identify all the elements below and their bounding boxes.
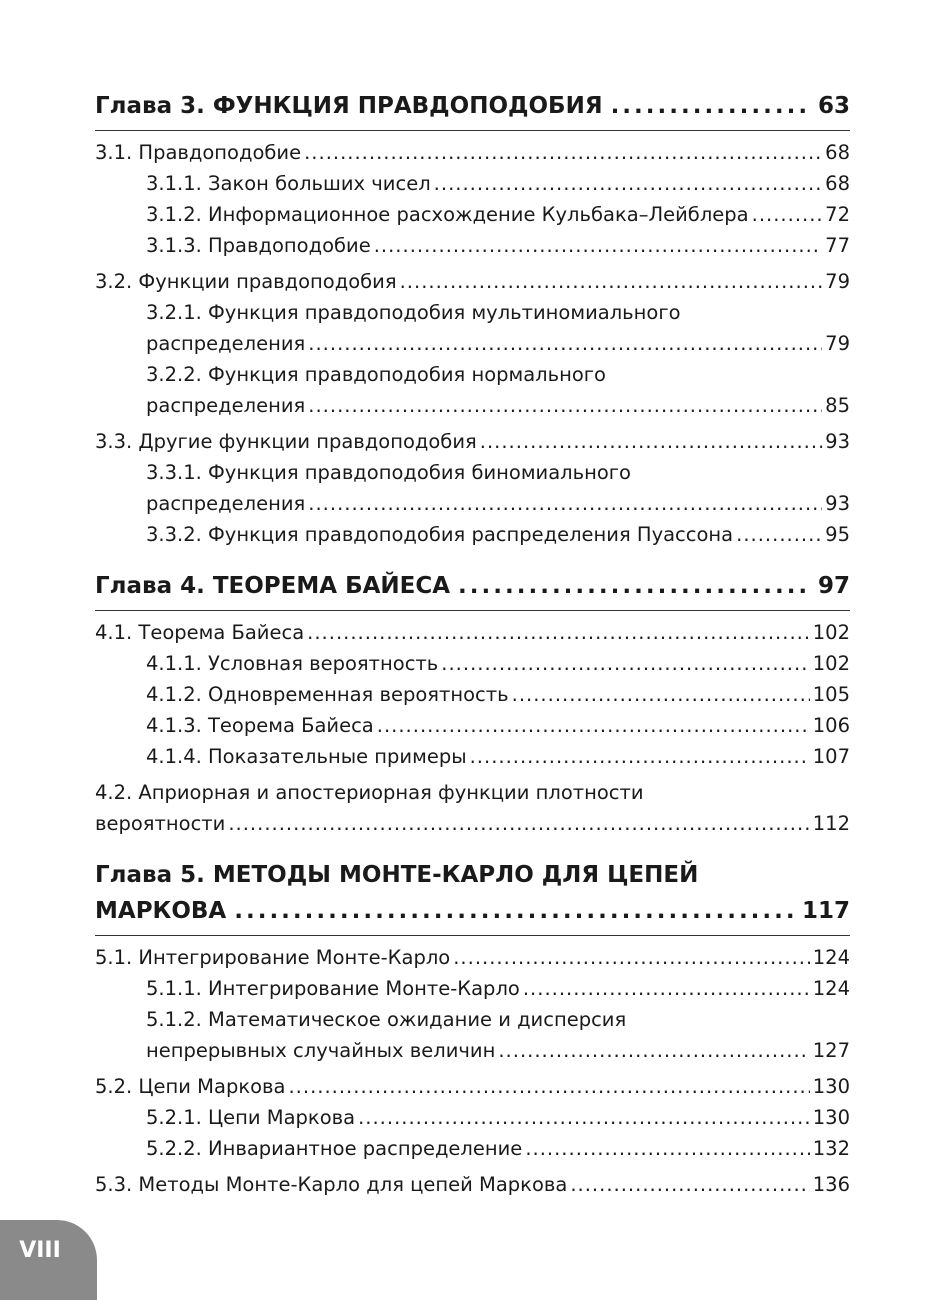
- entry-title: 3.3.2. Функция правдоподобия распределения Пуассона: [146, 523, 734, 546]
- chapter-heading[interactable]: [95, 568, 850, 604]
- entry-title-continued: распределения: [146, 394, 306, 417]
- entry-page: 106: [812, 714, 850, 737]
- chapter-title: Глава 3. ФУНКЦИЯ ПРАВДОПОДОБИЯ: [95, 93, 603, 119]
- toc-entry[interactable]: [95, 1004, 850, 1066]
- entry-title: 4.1. Теорема Байеса: [95, 621, 305, 644]
- entry-page: 124: [812, 946, 850, 969]
- divider: [95, 130, 850, 131]
- divider: [95, 935, 850, 936]
- toc-entry[interactable]: [95, 359, 850, 421]
- leader-dots: [498, 1035, 809, 1066]
- leader-dots: [736, 519, 822, 550]
- leader-dots: [234, 893, 794, 929]
- leader-dots: [228, 808, 809, 839]
- entry-page: 105: [812, 683, 850, 706]
- entry-title: 3.2.1. Функция правдоподобия мультиномиального: [146, 301, 681, 324]
- toc-entry[interactable]: [95, 1133, 850, 1164]
- entry-title: 5.2.2. Инвариантное распределение: [146, 1137, 523, 1160]
- leader-dots: [441, 648, 809, 679]
- entry-title: 3.2. Функции правдоподобия: [95, 270, 397, 293]
- entry-page: 93: [825, 430, 850, 453]
- toc-entry[interactable]: [95, 1169, 850, 1200]
- entry-page: 127: [812, 1039, 850, 1062]
- toc-entry[interactable]: [95, 1071, 850, 1102]
- toc-entry[interactable]: [95, 1102, 850, 1133]
- entry-page: 93: [825, 492, 850, 515]
- toc-entry[interactable]: [95, 942, 850, 973]
- entry-title: 5.2.1. Цепи Маркова: [146, 1106, 356, 1129]
- toc-entry[interactable]: [95, 199, 850, 230]
- leader-dots: [358, 1102, 810, 1133]
- entry-title: 4.1.4. Показательные примеры: [146, 745, 467, 768]
- entry-page: 77: [825, 234, 850, 257]
- entry-page: 95: [825, 523, 850, 546]
- entry-page: 130: [812, 1075, 850, 1098]
- leader-dots: [288, 1071, 809, 1102]
- chapter-page: 97: [817, 573, 850, 599]
- leader-dots: [458, 568, 810, 604]
- toc-entry[interactable]: [95, 710, 850, 741]
- entry-title: 5.2. Цепи Маркова: [95, 1075, 286, 1098]
- entry-page: 102: [812, 621, 850, 644]
- toc-entry[interactable]: [95, 679, 850, 710]
- entry-page: 72: [825, 203, 850, 226]
- toc-entry[interactable]: [95, 426, 850, 457]
- chapter-page: 117: [801, 898, 850, 924]
- chapter-block: [95, 568, 850, 839]
- entry-title-continued: распределения: [146, 332, 306, 355]
- table-of-contents: [95, 88, 850, 1200]
- toc-entry[interactable]: [95, 297, 850, 359]
- entry-title: 3.3. Другие функции правдоподобия: [95, 430, 477, 453]
- entry-title: 5.1.1. Интегрирование Монте-Карло: [146, 977, 520, 1000]
- entry-page: 79: [825, 332, 850, 355]
- entry-title-continued: распределения: [146, 492, 306, 515]
- leader-dots: [611, 88, 810, 124]
- entry-title: 5.3. Методы Монте-Карло для цепей Маркова: [95, 1173, 568, 1196]
- entry-page: 124: [812, 977, 850, 1000]
- chapter-title-continued: МАРКОВА: [95, 898, 227, 924]
- entry-page: 136: [812, 1173, 850, 1196]
- leader-dots: [480, 426, 822, 457]
- entry-page: 68: [825, 141, 850, 164]
- page-number-tab: [0, 1220, 97, 1300]
- toc-entry[interactable]: [95, 777, 850, 839]
- leader-dots: [525, 1133, 809, 1164]
- entry-title-continued: непрерывных случайных величин: [146, 1039, 496, 1062]
- leader-dots: [570, 1169, 809, 1200]
- toc-entry[interactable]: [95, 648, 850, 679]
- chapter-block: [95, 88, 850, 550]
- leader-dots: [523, 973, 810, 1004]
- toc-entry[interactable]: [95, 230, 850, 261]
- entry-title-continued: вероятности: [95, 812, 226, 835]
- toc-entry[interactable]: [95, 973, 850, 1004]
- toc-entry[interactable]: [95, 137, 850, 168]
- entry-title: 3.1. Правдоподобие: [95, 141, 302, 164]
- entry-page: 85: [825, 394, 850, 417]
- leader-dots: [470, 741, 810, 772]
- entry-title: 3.2.2. Функция правдоподобия нормального: [146, 363, 606, 386]
- entry-title: 4.1.1. Условная вероятность: [146, 652, 439, 675]
- toc-entry[interactable]: [95, 741, 850, 772]
- entry-title: 3.1.1. Закон больших чисел: [146, 172, 431, 195]
- entry-page: 130: [812, 1106, 850, 1129]
- leader-dots: [434, 168, 823, 199]
- entry-page: 107: [812, 745, 850, 768]
- entry-page: 132: [812, 1137, 850, 1160]
- entry-title: 3.1.3. Правдоподобие: [146, 234, 371, 257]
- entry-title: 4.2. Априорная и апостериорная функции плотности: [95, 781, 644, 804]
- leader-dots: [308, 390, 822, 421]
- leader-dots: [453, 942, 810, 973]
- chapter-heading[interactable]: [95, 857, 850, 929]
- entry-title: 4.1.2. Одновременная вероятность: [146, 683, 509, 706]
- page-number: VIII: [19, 1238, 61, 1263]
- entry-page: 68: [825, 172, 850, 195]
- chapter-title: Глава 5. МЕТОДЫ МОНТЕ-КАРЛО ДЛЯ ЦЕПЕЙ: [95, 862, 699, 888]
- chapter-heading[interactable]: [95, 88, 850, 124]
- entry-title: 5.1.2. Математическое ожидание и дисперсия: [146, 1008, 627, 1031]
- entry-title: 3.3.1. Функция правдоподобия биномиального: [146, 461, 631, 484]
- leader-dots: [377, 710, 810, 741]
- entry-title: 3.1.2. Информационное расхождение Кульбака–Лейблера: [146, 203, 749, 226]
- leader-dots: [308, 328, 822, 359]
- entry-page: 79: [825, 270, 850, 293]
- leader-dots: [307, 617, 810, 648]
- leader-dots: [308, 488, 822, 519]
- entry-page: 112: [812, 812, 850, 835]
- chapter-title: Глава 4. ТЕОРЕМА БАЙЕСА: [95, 573, 451, 599]
- entry-title: 4.1.3. Теорема Байеса: [146, 714, 374, 737]
- chapter-block: [95, 857, 850, 1200]
- leader-dots: [374, 230, 822, 261]
- toc-entry[interactable]: [95, 519, 850, 550]
- toc-entry[interactable]: [95, 457, 850, 519]
- leader-dots: [512, 679, 810, 710]
- leader-dots: [400, 266, 823, 297]
- entry-page: 102: [812, 652, 850, 675]
- chapter-page: 63: [817, 93, 850, 119]
- leader-dots: [304, 137, 822, 168]
- toc-entry[interactable]: [95, 266, 850, 297]
- divider: [95, 610, 850, 611]
- leader-dots: [752, 199, 823, 230]
- toc-entry[interactable]: [95, 168, 850, 199]
- entry-title: 5.1. Интегрирование Монте-Карло: [95, 946, 451, 969]
- toc-entry[interactable]: [95, 617, 850, 648]
